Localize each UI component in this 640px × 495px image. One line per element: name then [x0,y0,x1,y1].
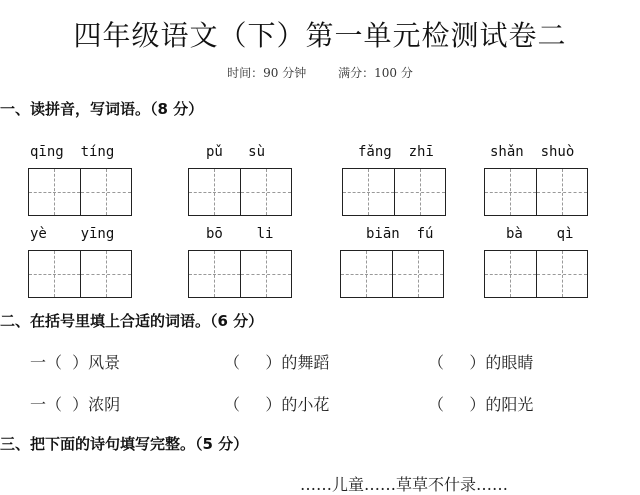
writing-grid[interactable] [188,250,292,298]
writing-cell[interactable] [29,169,80,215]
writing-cell[interactable] [80,251,131,297]
pinyin-label: shǎn shuò [490,144,575,160]
section-heading-3: 三、把下面的诗句填写完整。（5 分） [0,435,249,453]
writing-grid[interactable] [28,168,132,216]
page-title: 四年级语文（下）第一单元检测试卷二 [73,19,567,52]
time-limit: 时间：90 分钟 [227,66,307,80]
fill-blank-item[interactable]: 一（ ）浓阴 [30,395,121,414]
writing-cell[interactable] [240,169,291,215]
writing-cell[interactable] [536,251,587,297]
writing-cell[interactable] [240,251,291,297]
pinyin-label: bà qì [506,226,574,242]
section-heading-2: 二、在括号里填上合适的词语。（6 分） [0,312,264,330]
writing-cell[interactable] [485,251,536,297]
fill-blank-item[interactable]: （ ）的眼睛 [428,353,534,372]
writing-cell[interactable] [536,169,587,215]
pinyin-label: qīng tíng [30,144,115,160]
writing-cell[interactable] [394,169,445,215]
writing-grid[interactable] [342,168,446,216]
exam-info [0,64,640,81]
pinyin-label: fǎng zhī [358,144,434,160]
full-score: 满分：100 分 [338,66,413,80]
section-heading-1: 一、读拼音，写词语。（8 分） [0,100,204,118]
fill-blank-item[interactable]: （ ）的小花 [224,395,330,414]
pinyin-label: pǔ sù [206,144,266,160]
writing-grid[interactable] [340,250,444,298]
writing-cell[interactable] [392,251,443,297]
pinyin-label: biān fú [366,226,434,242]
fill-blank-item[interactable]: （ ）的舞蹈 [224,353,330,372]
writing-cell[interactable] [80,169,131,215]
fill-blank-item[interactable]: 一（ ）风景 [30,353,121,372]
writing-grid[interactable] [188,168,292,216]
writing-cell[interactable] [343,169,394,215]
pinyin-label: yè yīng [30,226,115,242]
poem-line-partial: ……儿童……草草不什录…… [300,475,509,494]
writing-cell[interactable] [189,251,240,297]
writing-cell[interactable] [485,169,536,215]
pinyin-label: bō li [206,226,274,242]
fill-blank-item[interactable]: （ ）的阳光 [428,395,534,414]
writing-cell[interactable] [189,169,240,215]
writing-grid[interactable] [28,250,132,298]
writing-cell[interactable] [341,251,392,297]
writing-cell[interactable] [29,251,80,297]
writing-grid[interactable] [484,250,588,298]
writing-grid[interactable] [484,168,588,216]
